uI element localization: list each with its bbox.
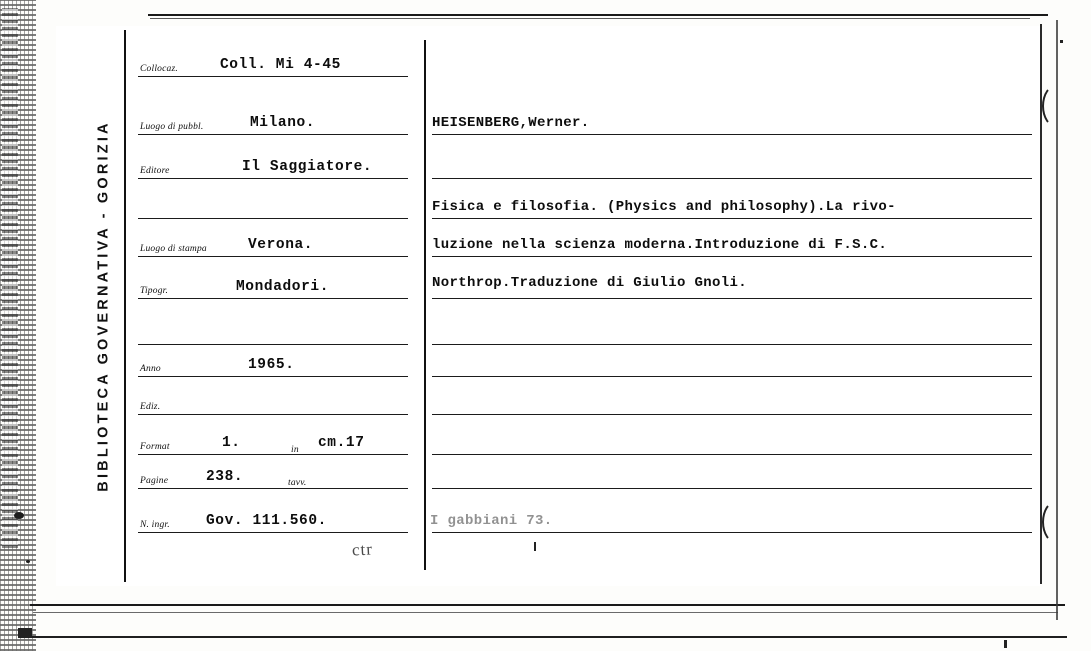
rule-right-3 bbox=[432, 218, 1032, 219]
rule-right-2 bbox=[432, 178, 1032, 179]
value-luogo-pubbl: Milano. bbox=[250, 115, 316, 131]
scan-edge-line-bottom bbox=[30, 604, 1065, 606]
rule-format bbox=[138, 454, 408, 455]
label-n-ingr: N. ingr. bbox=[140, 520, 170, 530]
scan-edge-line-bottom-tertiary bbox=[22, 636, 1067, 638]
title-line-2: luzione nella scienza moderna.Introduzione di F.S.C. bbox=[432, 237, 888, 253]
label-anno: Anno bbox=[140, 364, 161, 374]
scan-artifact-speck-1 bbox=[14, 512, 24, 519]
title-line-3: Northrop.Traduzione di Giulio Gnoli. bbox=[432, 275, 748, 291]
value-pagine: 238. bbox=[206, 469, 244, 485]
rule-pagine bbox=[138, 488, 408, 489]
scan-artifact-speck-3 bbox=[18, 628, 32, 638]
rule-blank-1 bbox=[138, 218, 408, 219]
title-line-1: Fisica e filosofia. (Physics and philosophy).La rivo- bbox=[432, 199, 896, 215]
rule-n-ingr bbox=[138, 532, 408, 533]
label-luogo-stampa: Luogo di stampa bbox=[140, 244, 207, 254]
label-editore: Editore bbox=[140, 166, 170, 176]
library-name-text: BIBLIOTECA GOVERNATIVA - GORIZIA bbox=[96, 120, 113, 492]
library-name-vertical bbox=[84, 46, 124, 566]
rule-right-7 bbox=[432, 376, 1032, 377]
rule-right-5 bbox=[432, 298, 1032, 299]
rule-tipogr bbox=[138, 298, 408, 299]
rule-right-11 bbox=[432, 532, 1032, 533]
scan-artifact-arc-bottom bbox=[1042, 500, 1072, 544]
rule-right-10 bbox=[432, 488, 1032, 489]
rule-right-9 bbox=[432, 454, 1032, 455]
value-format: 1. bbox=[222, 435, 241, 451]
label-pagine-tavv: tavv. bbox=[288, 478, 307, 488]
rule-editore bbox=[138, 178, 408, 179]
card-vertical-rule-middle bbox=[424, 40, 426, 570]
scan-artifact-speck-6 bbox=[534, 542, 536, 551]
rule-luogo-stampa bbox=[138, 256, 408, 257]
scan-artifact-speck-2 bbox=[26, 560, 30, 563]
rule-right-6 bbox=[432, 344, 1032, 345]
label-tipogr: Tipogr. bbox=[140, 286, 169, 296]
value-format-unit: cm.17 bbox=[318, 435, 365, 451]
rule-luogo-pubbl bbox=[138, 134, 408, 135]
scan-edge-line-top bbox=[148, 14, 1048, 16]
rule-anno bbox=[138, 376, 408, 377]
rule-right-8 bbox=[432, 414, 1032, 415]
label-format-unit: in bbox=[291, 445, 299, 455]
author-entry: HEISENBERG,Werner. bbox=[432, 115, 590, 131]
value-tipogr: Mondadori. bbox=[236, 279, 330, 295]
label-luogo-pubbl: Luogo di pubbl. bbox=[140, 122, 204, 132]
rule-ediz bbox=[138, 414, 408, 415]
label-format: Format bbox=[140, 442, 170, 452]
scan-edge-line-top-secondary bbox=[150, 18, 1030, 19]
value-n-ingr: Gov. 111.560. bbox=[206, 513, 327, 529]
label-pagine: Pagine bbox=[140, 476, 169, 486]
label-collocaz: Collocaz. bbox=[140, 64, 178, 74]
signature-mark: ctr bbox=[351, 539, 374, 560]
scan-edge-line-bottom-secondary bbox=[33, 612, 1058, 613]
rule-collocaz bbox=[138, 76, 408, 77]
series-footer: I gabbiani 73. bbox=[430, 513, 553, 529]
value-collocaz: Coll. Mi 4-45 bbox=[220, 57, 341, 73]
rule-blank-2 bbox=[138, 344, 408, 345]
scan-artifact-speck-5 bbox=[1060, 40, 1063, 43]
scan-artifact-speck-4 bbox=[1004, 640, 1007, 648]
label-ediz: Ediz. bbox=[140, 402, 161, 412]
catalog-card bbox=[56, 26, 1040, 586]
scan-artifact-arc-top bbox=[1042, 84, 1072, 128]
rule-right-1 bbox=[432, 134, 1032, 135]
card-vertical-rule-left bbox=[124, 30, 126, 582]
value-luogo-stampa: Verona. bbox=[248, 237, 314, 253]
scan-edge-noise-left-inner bbox=[2, 8, 18, 548]
value-anno: 1965. bbox=[248, 357, 295, 373]
rule-right-4 bbox=[432, 256, 1032, 257]
value-editore: Il Saggiatore. bbox=[242, 159, 373, 175]
